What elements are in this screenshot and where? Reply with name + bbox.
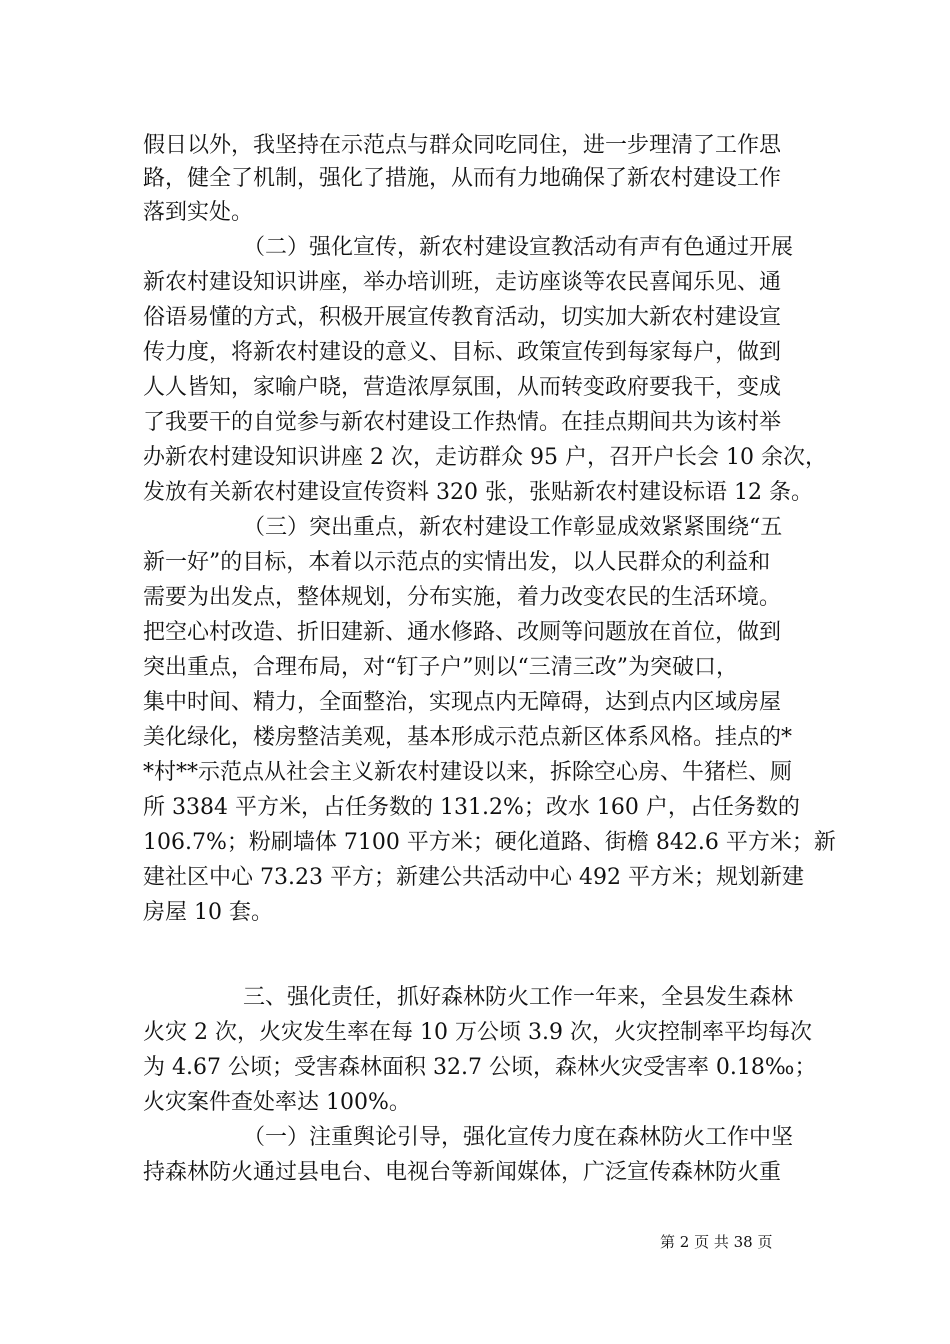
text-line: 把空心村改造、折旧建新、通水修路、改厕等问题放在首位，做到 xyxy=(143,620,782,645)
text-line: （一）注重舆论引导，强化宣传力度在森林防火工作中坚 xyxy=(243,1125,794,1150)
text-line: 持森林防火通过县电台、电视台等新闻媒体，广泛宣传森林防火重 xyxy=(143,1160,782,1185)
text-line: 美化绿化，楼房整洁美观，基本形成示范点新区体系风格。挂点的* xyxy=(143,725,793,750)
text-line: 路，健全了机制，强化了措施，从而有力地确保了新农村建设工作 xyxy=(143,166,782,191)
text-line: 突出重点，合理布局，对“钉子户”则以“三清三改”为突破口， xyxy=(143,655,738,680)
text-line: 人人皆知，家喻户晓，营造浓厚氛围，从而转变政府要我干，变成 xyxy=(143,375,782,400)
text-line: 新农村建设知识讲座，举办培训班，走访座谈等农民喜闻乐见、通 xyxy=(143,270,782,295)
text-line: 106.7%；粉刷墙体 7100 平方米；硬化道路、街檐 842.6 平方米；新 xyxy=(143,830,836,855)
text-line: 房屋 10 套。 xyxy=(143,900,273,925)
text-line: 集中时间、精力，全面整治，实现点内无障碍，达到点内区域房屋 xyxy=(143,690,782,715)
text-line: （二）强化宣传，新农村建设宣教活动有声有色通过开展 xyxy=(243,235,794,260)
text-line: 火灾 2 次，火灾发生率在每 10 万公顷 3.9 次，火灾控制率平均每次 xyxy=(143,1020,812,1045)
text-line: 火灾案件查处率达 100%。 xyxy=(143,1090,411,1115)
text-line: 假日以外，我坚持在示范点与群众同吃同住，进一步理清了工作思 xyxy=(143,133,782,158)
text-line: 所 3384 平方米，占任务数的 131.2%；改水 160 户，占任务数的 xyxy=(143,795,800,820)
text-line: 建社区中心 73.23 平方；新建公共活动中心 492 平方米；规划新建 xyxy=(143,865,804,890)
text-line: 俗语易懂的方式，积极开展宣传教育活动，切实加大新农村建设宣 xyxy=(143,305,782,330)
text-line: 新一好”的目标，本着以示范点的实情出发，以人民群众的利益和 xyxy=(143,550,771,575)
text-line: 办新农村建设知识讲座 2 次，走访群众 95 户，召开户长会 10 余次， xyxy=(143,445,827,470)
text-line: （三）突出重点，新农村建设工作彰显成效紧紧围绕“五 xyxy=(243,515,783,540)
text-line: 落到实处。 xyxy=(143,200,254,225)
page-footer: 第 2 页 共 38 页 xyxy=(660,1233,773,1251)
text-line: 为 4.67 公顷；受害森林面积 32.7 公顷，森林火灾受害率 0.18‰； xyxy=(143,1055,817,1080)
text-line: 发放有关新农村建设宣传资料 320 张，张贴新农村建设标语 12 条。 xyxy=(143,480,813,505)
text-line: 需要为出发点，整体规划，分布实施，着力改变农民的生活环境。 xyxy=(143,585,782,610)
text-line: *村**示范点从社会主义新农村建设以来，拆除空心房、牛猪栏、厕 xyxy=(143,760,793,785)
text-line: 了我要干的自觉参与新农村建设工作热情。在挂点期间共为该村举 xyxy=(143,410,782,435)
text-line: 三、强化责任，抓好森林防火工作一年来，全县发生森林 xyxy=(243,985,794,1010)
text-line: 传力度，将新农村建设的意义、目标、政策宣传到每家每户，做到 xyxy=(143,340,782,365)
